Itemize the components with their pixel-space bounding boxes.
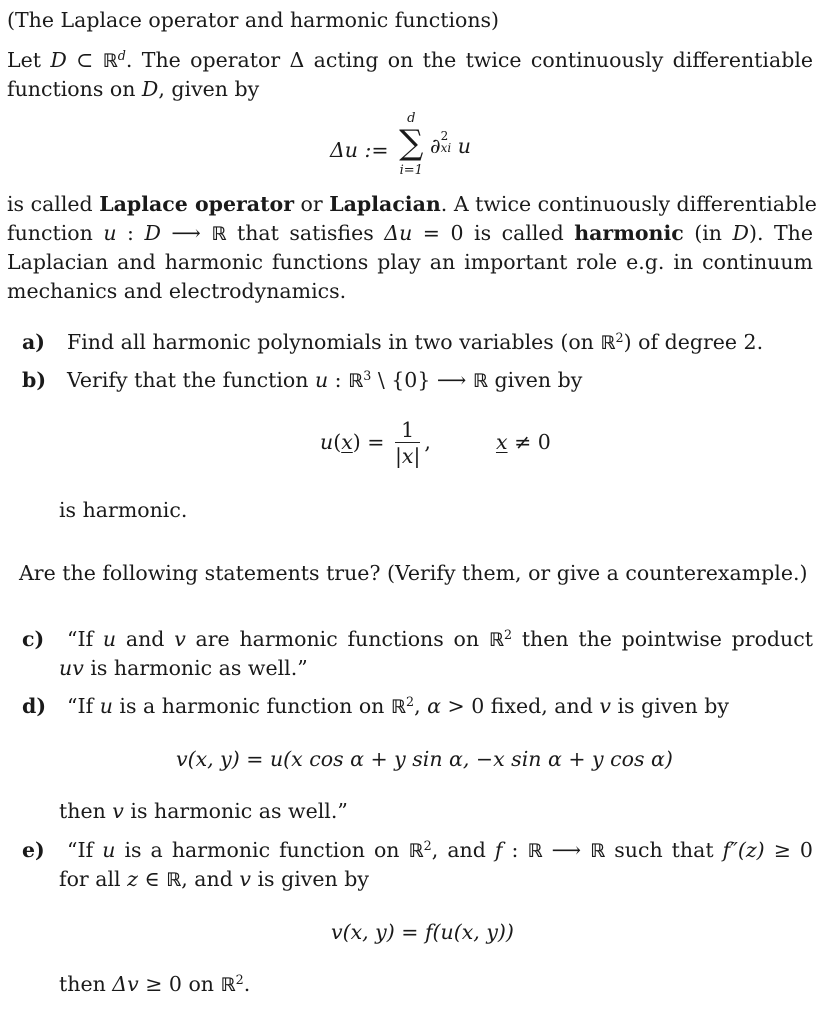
composition-formula: v(x, y) = f(u(x, y)): [331, 920, 514, 944]
intro-line-3: is called Laplace operator or Laplacian. A twice continuously differentiable: [7, 192, 817, 216]
task-b-text: Verify that the function u : ℝ$^3$ \ {0} ⟶ ℝ given by: [67, 368, 583, 392]
partial-derivative: ∂ 2 xi u: [429, 129, 471, 158]
task-a: [22, 328, 45, 356]
intro-line-1: Let D ⊂ ℝ$^d$. The operator Δ acting on the twice continuously differentiable: [7, 48, 814, 72]
task-b: [22, 366, 46, 394]
statement-c-label: c): [22, 627, 45, 651]
task-a-text: Find all harmonic polynomials in two variables (on ℝ$^2$) of degree 2.: [67, 330, 764, 354]
inverse-norm-formula: u(x) = $\frac{1}{|x|}$ , x ≠ 0: [320, 418, 551, 468]
task-a-label: a): [22, 330, 45, 354]
exercise-title: (The Laplace operator and harmonic functions): [7, 8, 500, 32]
statement-e-label: e): [22, 838, 45, 862]
question-prompt: Are the following statements true? (Verify them, or give a counterexample.): [19, 561, 808, 585]
rotation-formula: v(x, y) = u(x cos α + y sin α, −x sin α + y cos α): [176, 747, 673, 771]
statement-d-closing: then v is harmonic as well.”: [59, 799, 348, 823]
task-b-closing: is harmonic.: [59, 498, 188, 522]
statement-c: [22, 625, 44, 653]
statement-e-line-1: “If u is a harmonic function on ℝ$^2$, and f : ℝ ⟶ ℝ such that f″(z) ≥ 0: [67, 838, 813, 862]
statement-e-line-2: for all z ∈ ℝ, and v is given by: [59, 867, 369, 891]
task-b-label: b): [22, 368, 47, 392]
intro-line-2: functions on D, given by: [7, 77, 260, 101]
statement-d-line-1: “If u is a harmonic function on ℝ$^2$, α > 0 fixed, and v is given by: [67, 694, 729, 718]
statement-e-closing: then Δv ≥ 0 on ℝ$^2$.: [59, 972, 251, 996]
statement-d: [22, 692, 46, 720]
sum-symbol: d ∑ i=1: [399, 111, 424, 178]
statement-d-label: d): [22, 694, 47, 718]
statement-c-line-1: “If u and v are harmonic functions on ℝ$^2$ then the pointwise product: [67, 627, 813, 651]
intro-line-4: function u : D ⟶ ℝ that satisfies Δu = 0 is called harmonic (in D). The: [7, 221, 813, 245]
intro-line-6: mechanics and electrodynamics.: [7, 279, 347, 303]
intro-line-5: Laplacian and harmonic functions play an important role e.g. in continuum: [7, 250, 813, 274]
statement-c-line-2: uv is harmonic as well.”: [59, 656, 308, 680]
fraction: $\frac{1}{|x|}$: [395, 418, 421, 468]
laplacian-formula: Δu := d ∑ i=1 ∂ 2 xi u: [330, 111, 471, 178]
statement-e: [22, 836, 45, 864]
